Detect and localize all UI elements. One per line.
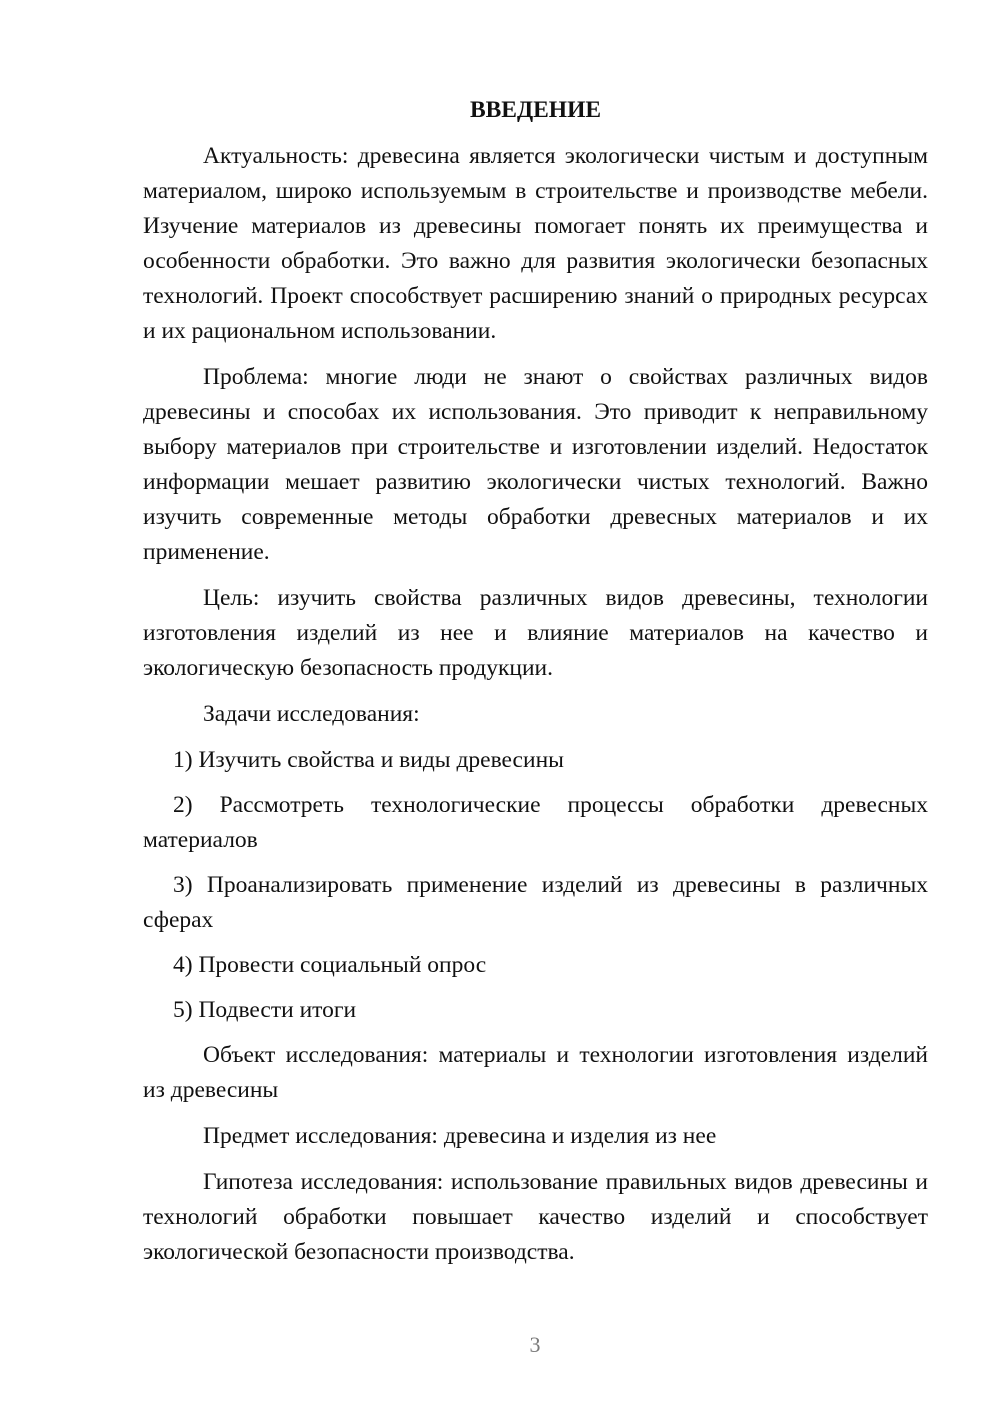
- page-number: 3: [529, 1332, 541, 1357]
- goal-paragraph: Цель: изучить свойства различных видов древесины, технологии изготовления изделий из нее и влияние материалов на качество и экологическую безопасность продукции.: [143, 585, 928, 681]
- relevance-paragraph: Актуальность: древесина является экологически чистым и доступным материалом, широко используемым в строительстве и производстве мебели. Изучение материалов из древесины помогает понять их преимущества и особенности обработки. Это важно для развития экологически безопасных технологий. Проект способствует расширению знаний о природных ресурсах и их рациональном использовании.: [143, 143, 928, 344]
- problem-paragraph: Проблема: многие люди не знают о свойствах различных видов древесины и способах их использования. Это приводит к неправильному выбору материалов при строительстве и изготовлении изделий. Недостаток информации мешает развитию экологически чистых технологий. Важно изучить современные методы обработки древесных материалов и их применение.: [143, 364, 928, 565]
- section-title: ВВЕДЕНИЕ: [469, 97, 602, 123]
- object-paragraph: Объект исследования: материалы и технологии изготовления изделий из древесины: [143, 1042, 928, 1103]
- tasks-heading: Задачи исследования:: [203, 701, 420, 727]
- task-item-1: 1) Изучить свойства и виды древесины: [173, 747, 564, 773]
- page-content: [143, 93, 928, 1281]
- task-item-2: 2) Рассмотреть технологические процессы обработки древесных материалов: [143, 792, 928, 853]
- task-item-4: 4) Провести социальный опрос: [173, 952, 487, 978]
- task-item-5: 5) Подвести итоги: [173, 997, 357, 1023]
- subject-paragraph: Предмет исследования: древесина и изделия из нее: [203, 1123, 717, 1149]
- task-item-3: 3) Проанализировать применение изделий из древесины в различных сферах: [143, 872, 928, 933]
- hypothesis-paragraph: Гипотеза исследования: использование правильных видов древесины и технологий обработки повышает качество изделий и способствует экологической безопасности производства.: [143, 1169, 928, 1265]
